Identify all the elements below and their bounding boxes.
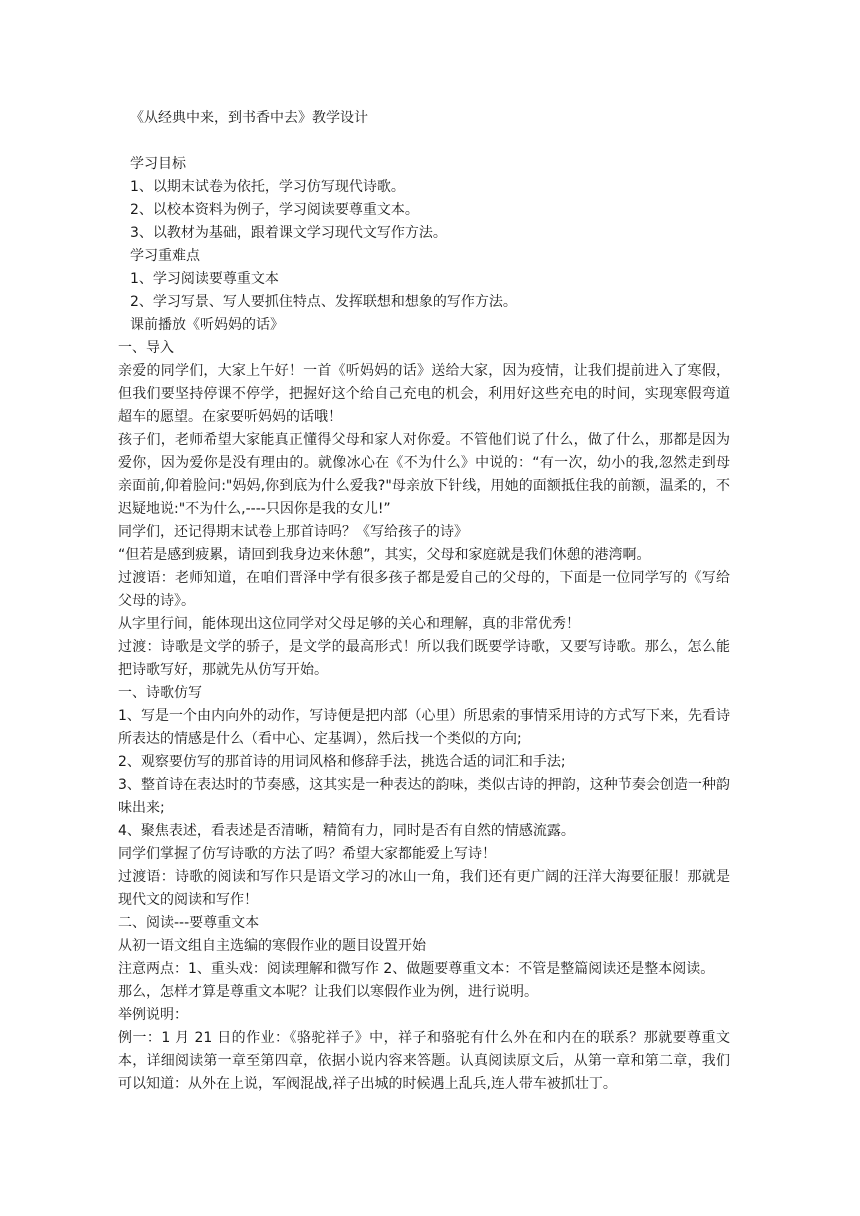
document-paragraph: 1、写是一个由内向外的动作，写诗便是把内部（心里）所思索的事情采用诗的方式写下来，先看诗所表达的情感是什么（看中心、定基调），然后找一个类似的方向; [118,708,730,747]
document-paragraph: 2、观察要仿写的那首诗的用词风格和修辞手法，挑选合适的词汇和手法; [118,754,566,770]
document-paragraph: 2、学习写景、写人要抓住特点、发挥联想和想象的写作方法。 [130,294,517,310]
document-paragraph: 学习目标 [130,156,186,172]
document-paragraph: 过渡语：老师知道，在咱们晋泽中学有很多孩子都是爱自己的父母的，下面是一位同学写的《写给父母的诗》。 [118,570,730,609]
document-paragraph: 课前播放《听妈妈的话》 [130,317,284,333]
document-page [118,107,730,1096]
document-paragraph: 举例说明： [118,1007,188,1023]
document-paragraph: 1、以期末试卷为依托，学习仿写现代诗歌。 [130,179,405,195]
document-body [118,153,730,1096]
document-paragraph: 3、整首诗在表达时的节奏感，这其实是一种表达的韵味，类似古诗的押韵，这种节奏会创造一种韵味出来; [118,777,730,816]
document-paragraph: 孩子们，老师希望大家能真正懂得父母和家人对你爱。不管他们说了什么，做了什么，那都是因为爱你，因为爱你是没有理由的。就像冰心在《不为什么》中说的：“有一次，幼小的我,忽然走到母亲面前,仰着脸问:"妈妈,你到底为什么爱我?"母亲放下针线，用她的面额抵住我的前额，温柔的，不迟疑地说:"不为什么,----只因你是我的女儿!” [118,432,730,517]
document-paragraph: 4、聚焦表述，看表述是否清晰，精简有力，同时是否有自然的情感流露。 [118,823,575,839]
document-paragraph: 过渡：诗歌是文学的骄子，是文学的最高形式！所以我们既要学诗歌，又要写诗歌。那么，怎么能把诗歌写好，那就先从仿写开始。 [118,639,730,678]
document-paragraph: 那么，怎样才算是尊重文本呢？让我们以寒假作业为例，进行说明。 [118,984,538,1000]
document-paragraph: 同学们掌握了仿写诗歌的方法了吗？希望大家都能爱上写诗！ [118,846,496,862]
document-paragraph: 同学们，还记得期末试卷上那首诗吗？《写给孩子的诗》 [118,524,468,540]
document-paragraph: 一、导入 [118,340,174,356]
document-paragraph: 从初一语文组自主选编的寒假作业的题目设置开始 [118,938,426,954]
document-title: 《从经典中来，到书香中去》教学设计 [130,110,368,126]
document-paragraph: 亲爱的同学们，大家上午好！一首《听妈妈的话》送给大家，因为疫情，让我们提前进入了寒假，但我们要坚持停课不停学，把握好这个给自己充电的机会，利用好这些充电的时间，实现寒假弯道超车的愿望。在家要听妈妈的话哦！ [118,363,730,425]
document-paragraph: 一、诗歌仿写 [118,685,202,701]
document-paragraph: 1、学习阅读要尊重文本 [130,271,279,287]
document-paragraph: 3、以教材为基础，跟着课文学习现代文写作方法。 [130,225,447,241]
document-paragraph: 学习重难点 [130,248,200,264]
document-paragraph: 二、阅读---要尊重文本 [118,915,260,931]
document-paragraph: “但若是感到疲累，请回到我身边来休憩”，其实，父母和家庭就是我们休憩的港湾啊。 [118,547,651,563]
document-paragraph: 从字里行间，能体现出这位同学对父母足够的关心和理解，真的非常优秀！ [118,616,580,632]
document-paragraph: 2、以校本资料为例子，学习阅读要尊重文本。 [130,202,419,218]
document-paragraph: 例一：1 月 21 日的作业：《骆驼祥子》中，祥子和骆驼有什么外在和内在的联系？那就要尊重文本，详细阅读第一章至第四章，依据小说内容来答题。认真阅读原文后，从第一章和第二章，我们可以知道：从外在上说，军阀混战,祥子出城的时候遇上乱兵,连人带车被抓壮丁。 [118,1030,730,1092]
blank-line [130,130,730,153]
document-paragraph: 过渡语：诗歌的阅读和写作只是语文学习的冰山一角，我们还有更广阔的汪洋大海要征服！那就是现代文的阅读和写作！ [118,869,730,908]
document-paragraph: 注意两点：1、重头戏：阅读理解和微写作 2、做题要尊重文本：不管是整篇阅读还是整本阅读。 [118,961,715,977]
